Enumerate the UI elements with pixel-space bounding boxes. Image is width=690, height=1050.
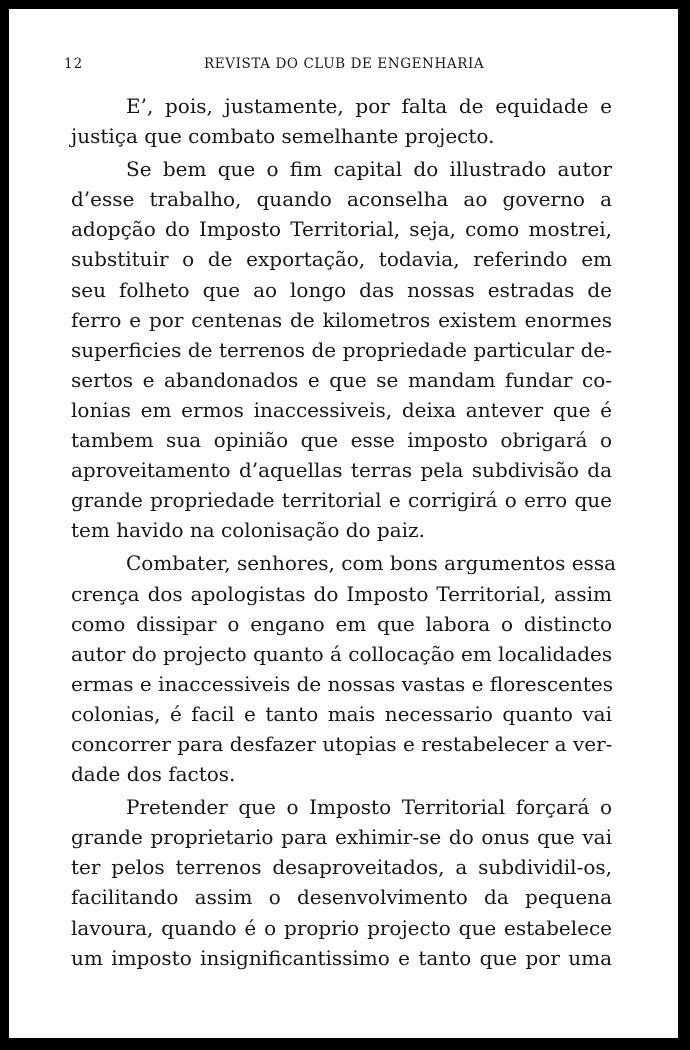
text-line: grande propriedade territorial e corrigirá o erro que: [71, 488, 612, 513]
text-line: ermas e inaccessiveis de nossas vastas e florescentes: [71, 671, 613, 696]
text-line: lonias em ermos inaccessiveis, deixa antever que é: [71, 397, 612, 422]
body-text: [71, 91, 617, 976]
text-line: adopção do Imposto Territorial, seja, como mostrei,: [71, 217, 612, 242]
text-line: Combater, senhores, com bons argumentos essa: [126, 551, 617, 576]
text-line: Se bem que o fim capital do illustrado autor: [126, 157, 612, 182]
text-line: tambem sua opinião que esse imposto obrigará o: [71, 428, 612, 453]
text-line: concorrer para desfazer utopias e restabelecer a ver-: [71, 731, 613, 756]
book-page: [9, 9, 678, 1038]
text-line: sertos e abandonados e que se mandam fundar co-: [71, 367, 612, 392]
text-line: facilitando assim o desenvolvimento da pequena: [71, 885, 612, 910]
page-number: 12: [64, 56, 84, 72]
text-line: tem havido na colonisação do paiz.: [71, 518, 425, 543]
text-line: dade dos factos.: [71, 762, 236, 787]
text-line: ferro e por centenas de kilometros existem enormes: [71, 307, 612, 332]
text-line: autor do projecto quanto á collocação em localidades: [71, 641, 613, 666]
text-line: ter pelos terrenos desaproveitados, a subdividil-os,: [71, 855, 612, 880]
text-line: justiça que combato semelhante projecto.: [71, 124, 495, 149]
text-line: seu folheto que ao longo das nossas estradas de: [71, 277, 612, 302]
text-line: substituir o de exportação, todavia, referindo em: [71, 247, 612, 272]
paragraph: [71, 91, 612, 151]
paragraph: [71, 154, 612, 545]
text-line: E’, pois, justamente, por falta de equidade e: [126, 94, 612, 118]
text-line: d’esse trabalho, quando aconselha ao governo a: [71, 187, 612, 212]
text-line: grande proprietario para exhimir-se do onus que vai: [71, 825, 612, 850]
text-line: colonias, é facil e tanto mais necessario quanto vai: [71, 701, 612, 726]
text-line: como dissipar o engano em que labora o distincto: [71, 611, 612, 636]
paragraph: [71, 548, 617, 789]
text-line: lavoura, quando é o proprio projecto que estabelece: [71, 915, 612, 940]
paragraph: [71, 792, 612, 973]
running-head: REVISTA DO CLUB DE ENGENHARIA: [204, 56, 485, 72]
page-header: [9, 56, 678, 76]
text-line: superficies de terrenos de propriedade particular de-: [71, 337, 612, 362]
text-line: Pretender que o Imposto Territorial forçará o: [126, 795, 612, 820]
text-line: crença dos apologistas do Imposto Territorial, assim: [71, 581, 612, 606]
text-line: um imposto insignificantissimo e tanto que por uma: [71, 945, 612, 970]
text-line: aproveitamento d’aquellas terras pela subdivisão da: [71, 458, 612, 483]
